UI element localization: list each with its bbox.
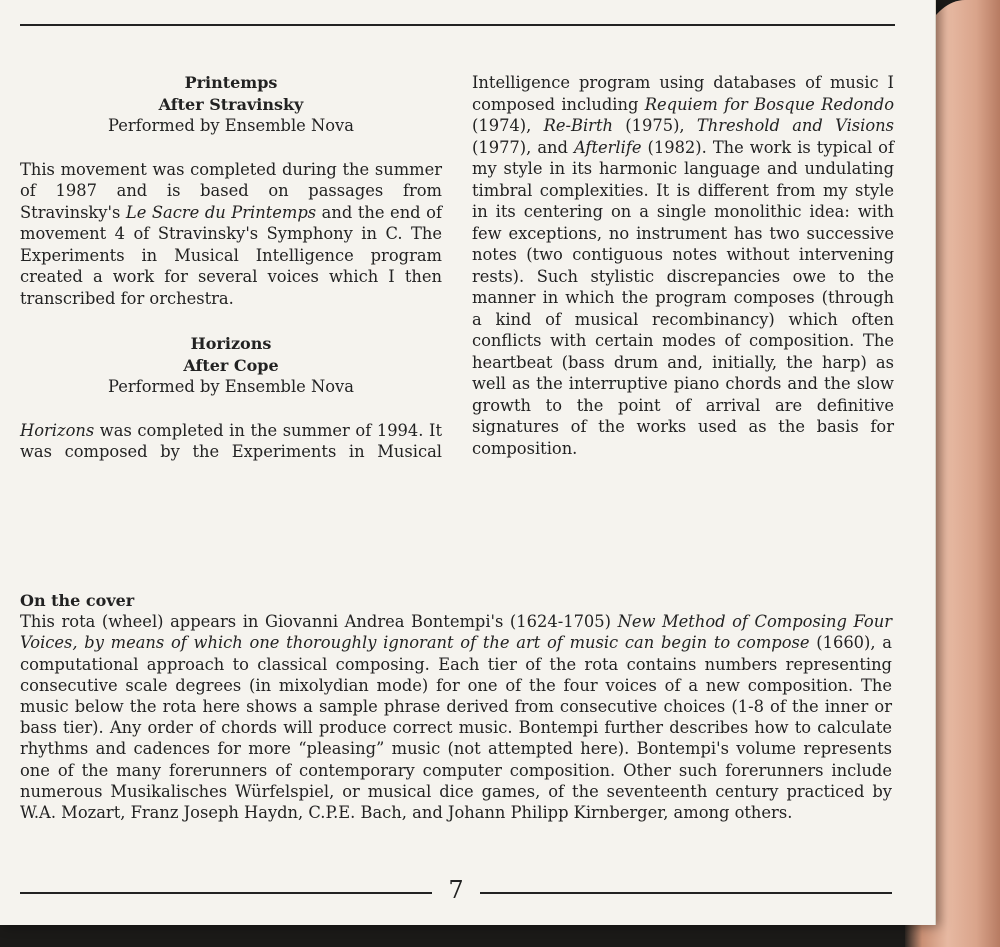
printemps-text: This movement was completed during the summer of 1987 and is based on passages from Stravinsky's Le Sacre du Printemps and the end of movement 4 of Stravinsky's Symphony in C. The Experiments in Musical Intelligence program created a work for several voices which I then transcribed for orchestra. (20, 159, 442, 308)
section-performer: Performed by Ensemble Nova (108, 377, 354, 396)
section-title: Printemps (184, 73, 278, 92)
horizons-text-continued: Intelligence program using databases of music I composed including Requiem for Bosque Redondo (1974), Re-Birth (1975), Threshold and Visions (1977), and Afterlife (1982). The work is typical of my style in its harmonic language and undulating timbral complexities. It is different from my style in its centering on a single monolithic idea: with few exceptions, no instrument has two successive notes (two contiguous notes without intervening rests). Such stylistic discrepancies owe to the manner in which the program composes (through a kind of musical recombinancy) which often conflicts with certain modes of composition. The heartbeat (bass drum and, initially, the harp) as well as the interruptive piano chords and the slow growth to the point of arrival are definitive signatures of the works used as the basis for composition. (472, 73, 895, 458)
horizons-heading (20, 333, 442, 398)
right-column (472, 72, 894, 459)
printemps-heading (20, 72, 442, 137)
cover-text: This rota (wheel) appears in Giovanni Andrea Bontempi's (1624-1705) New Method of Composing Four Voices, by means of which one thoroughly ignorant of the art of music can begin to compose (1660), a computational approach to classical composing. Each tier of the rota contains numbers representing consecutive scale degrees (in mixolydian mode) for one of the four voices of a new composition. The music below the rota here shows a sample phrase derived from consecutive choices (1-8 of the inner or bass tier). Any order of chords will produce correct music. Bontempi further describes how to calculate rhythms and cadences for more “pleasing” music (not attempted here). Bontempi's volume represents one of the many forerunners of contemporary computer composition. Other such forerunners include numerous Musikalisches Würfelspiel, or musical dice games, of the seventeenth century practiced by W.A. Mozart, Franz Joseph Haydn, C.P.E. Bach, and Johann Philipp Kirnberger, among others. (20, 612, 892, 823)
horizons-text: Horizons was completed in the summer of 1994. It was composed by the Experiments in Musical (20, 420, 442, 461)
cover-heading: On the cover (20, 591, 135, 610)
footer-rule-right (480, 892, 892, 894)
section-subtitle: After Cope (183, 355, 279, 375)
footer-rule-left (20, 892, 432, 894)
page-number: 7 (448, 876, 464, 904)
section-title: Horizons (190, 334, 272, 353)
top-rule (20, 24, 895, 26)
section-subtitle: After Stravinsky (158, 94, 304, 114)
cover-section (20, 590, 892, 823)
left-column (20, 72, 442, 463)
section-performer: Performed by Ensemble Nova (108, 116, 354, 135)
